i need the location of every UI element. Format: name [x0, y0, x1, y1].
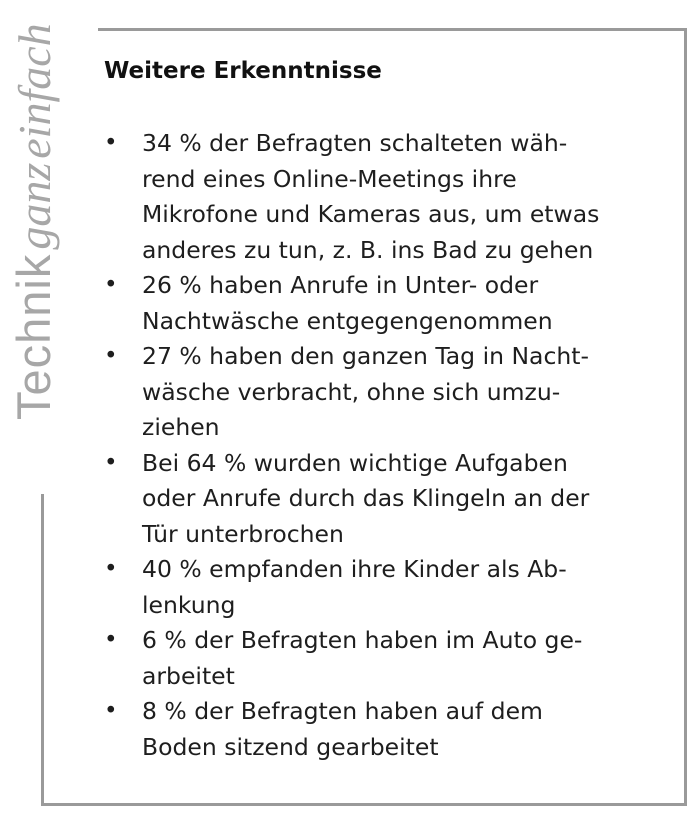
box-heading: Weitere Erkenntnisse: [104, 58, 382, 84]
list-item-line: 40 % empfanden ihre Kinder als Ab-: [142, 555, 567, 583]
frame-top-line: [98, 28, 687, 31]
list-item: [104, 126, 674, 268]
list-item: [104, 339, 674, 446]
side-title-word-einfach: einfach: [9, 23, 60, 159]
bullet-dot: •: [104, 698, 118, 724]
list-item-line: Nachtwäsche entgegengenommen: [142, 306, 553, 335]
list-item-line: anderes zu tun, z. B. ins Bad zu gehen: [142, 235, 594, 264]
list-item: [104, 694, 674, 765]
list-item: [104, 268, 674, 339]
bullet-dot: •: [104, 343, 118, 369]
list-item-line: lenkung: [142, 590, 236, 619]
list-item-line: 34 % der Befragten schalteten wäh-: [142, 129, 568, 157]
frame-right-line: [684, 28, 687, 806]
list-item-line: oder Anrufe durch das Klingeln an der: [142, 484, 590, 512]
list-item: [104, 446, 674, 553]
frame-left-line: [41, 494, 44, 806]
side-title-word-technik: Technik: [7, 253, 60, 420]
list-item-line: Tür unterbrochen: [142, 519, 344, 548]
list-item: [104, 552, 674, 623]
list-item-line: wäsche verbracht, ohne sich umzu-: [142, 377, 561, 406]
bullet-dot: •: [104, 130, 118, 156]
info-box: [104, 58, 674, 765]
bullet-dot: •: [104, 627, 118, 653]
frame-bottom-line: [41, 803, 687, 806]
list-item-line: Mikrofone und Kameras aus, um etwas: [142, 200, 600, 228]
list-item-line: ziehen: [142, 413, 220, 441]
list-item-line: arbeitet: [142, 661, 235, 690]
list-item-line: 26 % haben Anrufe in Unter- oder: [142, 271, 539, 299]
side-title-word-ganz: ganz: [9, 162, 60, 250]
list-item-line: 6 % der Befragten haben im Auto ge-: [142, 626, 583, 654]
bullet-dot: •: [104, 272, 118, 298]
list-item-line: 27 % haben den ganzen Tag in Nacht-: [142, 342, 589, 370]
list-item-line: Boden sitzend gearbeitet: [142, 732, 439, 761]
list-item: [104, 623, 674, 694]
bullet-list: [104, 126, 674, 765]
list-item-line: Bei 64 % wurden wichtige Aufgaben: [142, 448, 568, 477]
bullet-dot: •: [104, 556, 118, 582]
list-item-line: rend eines Online-Meetings ihre: [142, 164, 517, 193]
side-title: [7, 23, 60, 420]
list-item-line: 8 % der Befragten haben auf dem: [142, 697, 543, 725]
bullet-dot: •: [104, 449, 118, 476]
